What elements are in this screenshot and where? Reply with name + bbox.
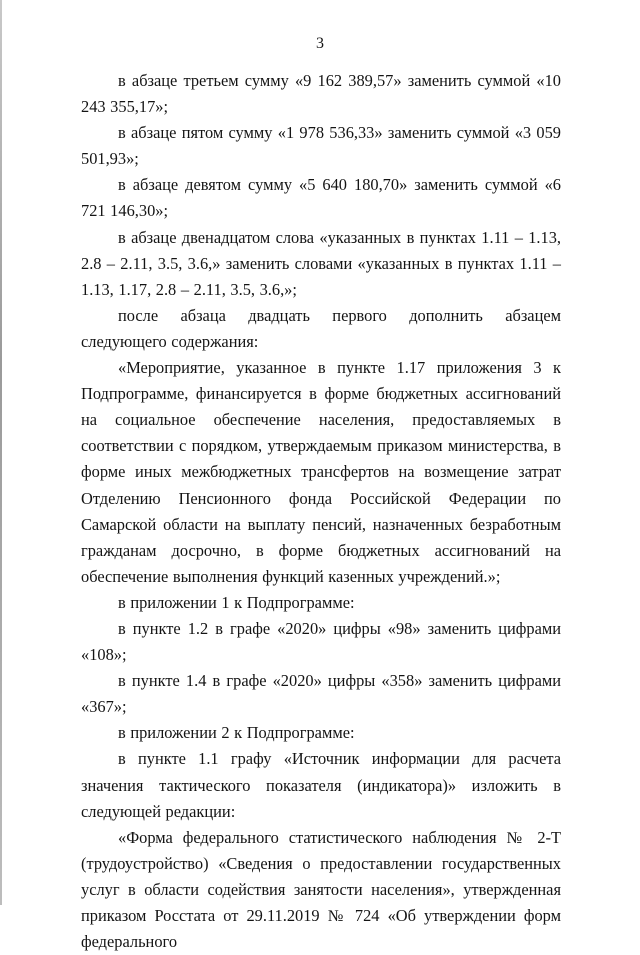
paragraph-twelfth-abzac: в абзаце двенадцатом слова «указанных в пунктах 1.11 – 1.13, 2.8 – 2.11, 3.5, 3.6,» заменить словами «указанных в пунктах 1.11 – 1.13, 1.17, 2.8 – 2.11, 3.5, 3.6,»;: [81, 227, 561, 299]
page-number: 3: [316, 35, 324, 52]
paragraph-statistical-form: «Форма федерального статистического наблюдения № 2-Т (трудоустройство) «Сведения о предоставлении государственных услуг в области содействия занятости населения», утвержденная приказом Росстата от 29.11.2019 № 724 «Об утверждении форм федерального: [81, 827, 561, 952]
paragraph-third-abzac: в абзаце третьем сумму «9 162 389,57» заменить суммой «10 243 355,17»;: [81, 71, 561, 117]
paragraph-item-1-4: в пункте 1.4 в графе «2020» цифры «358» заменить цифрами «367»;: [81, 671, 561, 717]
paragraph-ninth-abzac: в абзаце девятом сумму «5 640 180,70» заменить суммой «6 721 146,30»;: [81, 175, 561, 221]
paragraph-item-1-2: в пункте 1.2 в графе «2020» цифры «98» заменить цифрами «108»;: [81, 618, 561, 665]
paragraph-item-1-1: в пункте 1.1 графу «Источник информации для расчета значения тактического показателя (индикатора)» изложить в следующей редакции:: [81, 749, 561, 821]
paragraph-fifth-abzac: в абзаце пятом сумму «1 978 536,33» заменить суммой «3 059 501,93»;: [81, 123, 561, 169]
scan-edge: [0, 0, 2, 905]
paragraph-measure-1-17: «Мероприятие, указанное в пункте 1.17 приложения 3 к Подпрограмме, финансируется в форме бюджетных ассигнований на социальное обеспечение населения, предоставляемых в соответствии с порядком, утверждаемым приказом министерства, в форме иных межбюджетных трансфертов на возмещение затрат Отделению Пенсионного фонда Российской Федерации по Самарской области на выплату пенсий, назначенных безработным гражданам досрочно, в форме бюджетных ассигнований на обеспечение выполнения функций казенных учреждений.»;: [81, 358, 561, 586]
document-body: [81, 68, 561, 955]
paragraph-appendix-2: в приложении 2 к Подпрограмме:: [118, 723, 355, 743]
paragraph-after-twenty-first: после абзаца двадцать первого дополнить абзацем следующего содержания:: [81, 305, 561, 351]
paragraph-appendix-1: в приложении 1 к Подпрограмме:: [118, 592, 355, 612]
